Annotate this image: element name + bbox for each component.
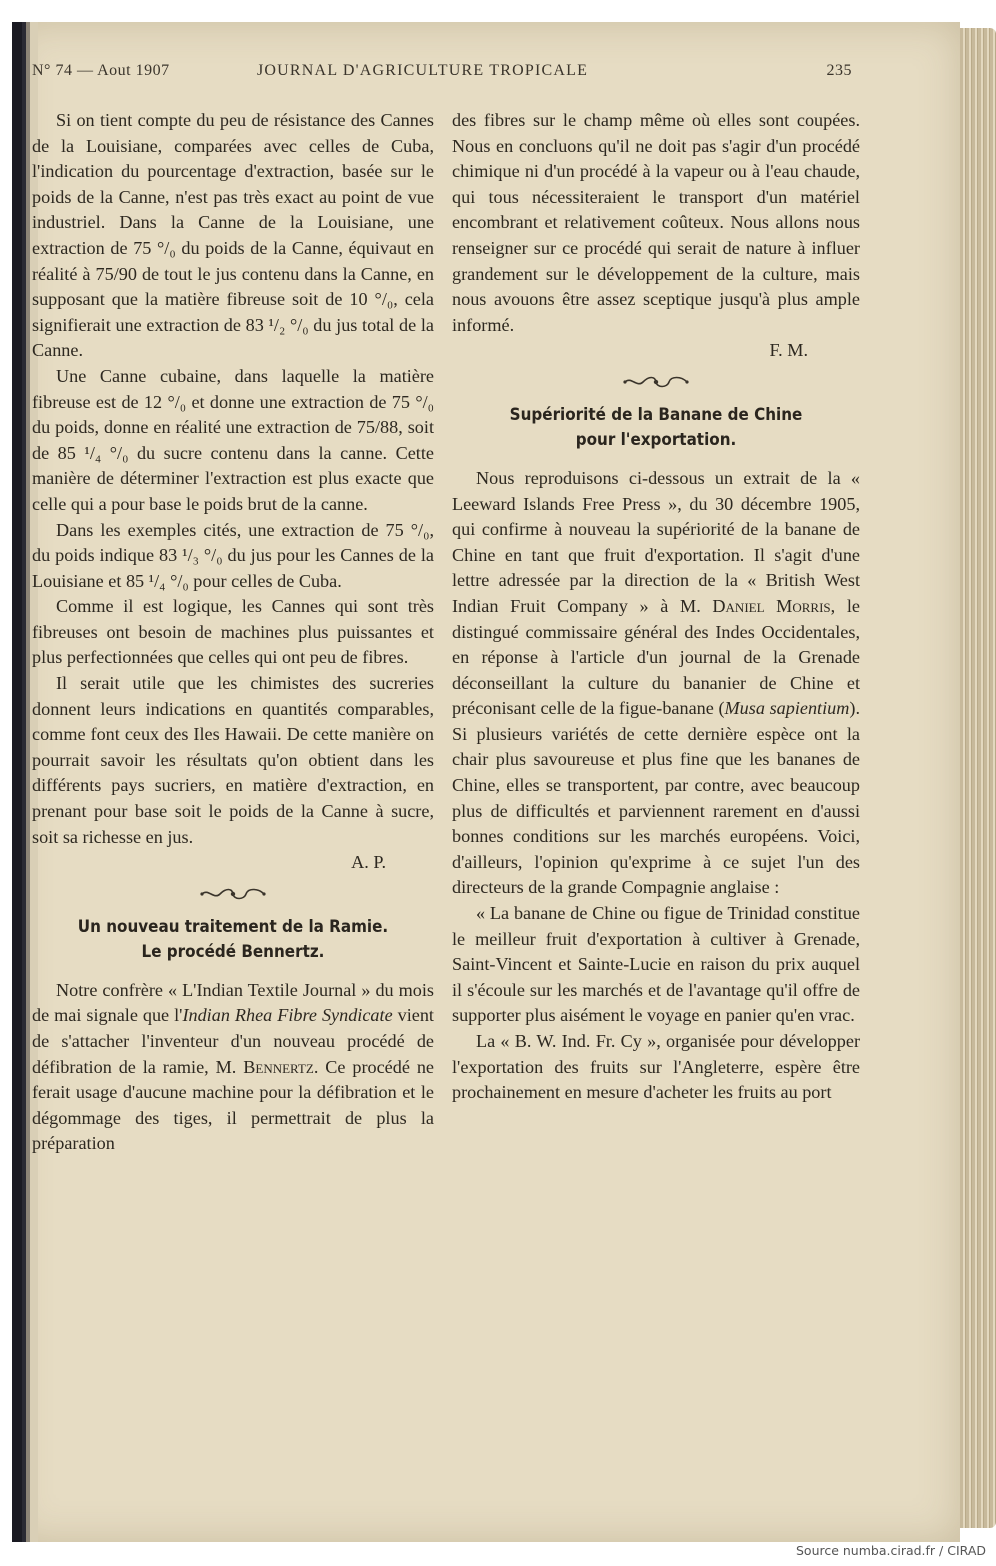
running-header bbox=[32, 62, 852, 86]
ornament-divider bbox=[32, 880, 434, 904]
title-line: Supériorité de la Banane de Chine bbox=[509, 404, 803, 424]
ornament-divider bbox=[452, 368, 860, 392]
author-signature: F. M. bbox=[769, 340, 808, 361]
italic-run: Musa sapientium bbox=[724, 698, 850, 719]
title-line: Un nouveau traitement de la Ramie. bbox=[77, 916, 389, 936]
paragraph: Il serait utile que les chimistes des sucreries donnent leurs indications en quantités comparables, comme font ceux des Iles Hawaii. De cette manière on pourrait savoir les résultats qu'on obtient dans les différents pays sucriers, en matière d'extraction, en prenant pour base soit le poids de la Canne à sucre, soit sa richesse en jus. bbox=[32, 673, 434, 847]
person-name: Bennertz bbox=[243, 1056, 314, 1077]
page-stack-edge bbox=[960, 28, 996, 1528]
paragraph: Une Canne cubaine, dans laquelle la matière fibreuse est de 12 °/₀ et donne une extraction de 75 °/₀ du poids, donne en réalité une extraction de 75/88, soit de 85 ¹/₄ °/₀ du sucre contenu dans la canne. Cette manière de déterminer l'extraction est plus exacte que celle qui a pour base le poids brut de la canne. bbox=[32, 365, 434, 514]
text-run: , le distingué commissaire général des Indes Occidentales, en réponse à l'article d'un journal de la Grenade déconseillant la culture du bananier de Chine et préconisant celle de la figue-banane ( bbox=[452, 595, 860, 719]
author-signature: A. P. bbox=[351, 852, 386, 873]
article-title-ramie bbox=[48, 914, 418, 964]
ornament-icon bbox=[621, 375, 691, 389]
right-column bbox=[452, 108, 860, 1106]
page-number: 235 bbox=[826, 62, 852, 79]
paragraph: Si on tient compte du peu de résistance des Cannes de la Louisiane, comparées avec celles de Cuba, l'indication du pourcentage d'extraction, basée sur le poids de la Canne, n'est pas très exact au point de vue industriel. Dans la Canne de la Louisiane, une extraction de 75 °/₀ du poids de la Canne, équivaut en réalité à 75/90 de tout le jus contenu dans la Canne, en supposant que la matière fibreuse soit de 10 °/₀, cela signifierait une extraction de 83 ¹/₂ °/₀ du jus total de la Canne. bbox=[32, 110, 434, 361]
left-column bbox=[32, 108, 434, 1157]
title-line: pour l'exportation. bbox=[575, 429, 737, 449]
paragraph bbox=[32, 978, 434, 1157]
paragraph: Dans les exemples cités, une extraction de 75 °/₀, du poids indique 83 ¹/₃ °/₀ du jus pour les Cannes de la Louisiane et 85 ¹/₄ °/₀ pour celles de Cuba. bbox=[32, 519, 434, 591]
paragraph bbox=[452, 466, 860, 901]
paragraph: La « B. W. Ind. Fr. Cy », organisée pour développer l'exportation des fruits sur l'Angleterre, espère être prochainement en mesure d'acheter les fruits au port bbox=[452, 1031, 860, 1103]
text-run: . Ce procédé ne ferait usage d'aucune machine pour la défibration et le dégommage des tiges, il permettrait de plus la préparation bbox=[32, 1056, 434, 1154]
paragraph: des fibres sur le champ même où elles sont coupées. Nous en concluons qu'il ne doit pas s'agir d'un procédé chimique ni d'un procédé à la vapeur ou à l'eau chaude, qui tous nécessiteraient le transport d'un matériel encombrant et relativement coûteux. Nous allons nous renseigner sur ce procédé qui serait de nature à influer grandement sur le développement de la culture, mais nous avouons être assez sceptique jusqu'à plus ample informé. bbox=[452, 110, 860, 335]
title-line: Le procédé Bennertz. bbox=[141, 941, 325, 961]
source-credit: Source numba.cirad.fr / CIRAD bbox=[795, 1543, 986, 1558]
paragraph: « La banane de Chine ou figue de Trinidad constitue le meilleur fruit d'exportation à cultiver à Grenade, Saint-Vincent et Sainte-Lucie en raison du prix auquel il s'écoule sur les marchés et de l'avantage qu'il offre de supporter plus aisément le voyage en panier qu'en vrac. bbox=[452, 903, 860, 1026]
text-run: ). Si plusieurs variétés de cette dernière espèce ont la chair plus savoureuse et plus fine que les bananes de Chine, elles se transportent, par contre, avec beaucoup plus de difficultés et parviennent rarement en d'aussi bonnes conditions sur les marchés européens. Voici, d'ailleurs, l'opinion qu'exprime à ce sujet l'un des directeurs de la grande Compagnie anglaise : bbox=[452, 698, 860, 898]
article-title-banane bbox=[468, 402, 843, 452]
text-run: vient de s'attacher l'inventeur d'un nouveau procédé de défibration de la ramie, M. bbox=[32, 1005, 434, 1077]
italic-run: Indian Rhea Fibre Syndicate bbox=[182, 1005, 393, 1026]
text-run: Notre confrère « L'Indian Textile Journal » du mois de mai signale que l' bbox=[32, 979, 434, 1026]
ornament-icon bbox=[198, 887, 268, 901]
paragraph: Comme il est logique, les Cannes qui sont très fibreuses ont besoin de machines plus puissantes et plus perfectionnées que celles qui ont peu de fibres. bbox=[32, 596, 434, 668]
text-run: Nous reproduisons ci-dessous un extrait de la « Leeward Islands Free Press », du 30 décembre 1905, qui confirme à nouveau la supériorité de la banane de Chine en tant que fruit d'exportation. Il s'agit d'une lettre adressée par la direction de la « British West Indian Fruit Company » à M. bbox=[452, 467, 860, 616]
issue-date: N° 74 — Aout 1907 bbox=[32, 62, 170, 79]
journal-title: JOURNAL D'AGRICULTURE TROPICALE bbox=[257, 62, 589, 79]
person-name: Daniel Morris bbox=[712, 595, 831, 616]
